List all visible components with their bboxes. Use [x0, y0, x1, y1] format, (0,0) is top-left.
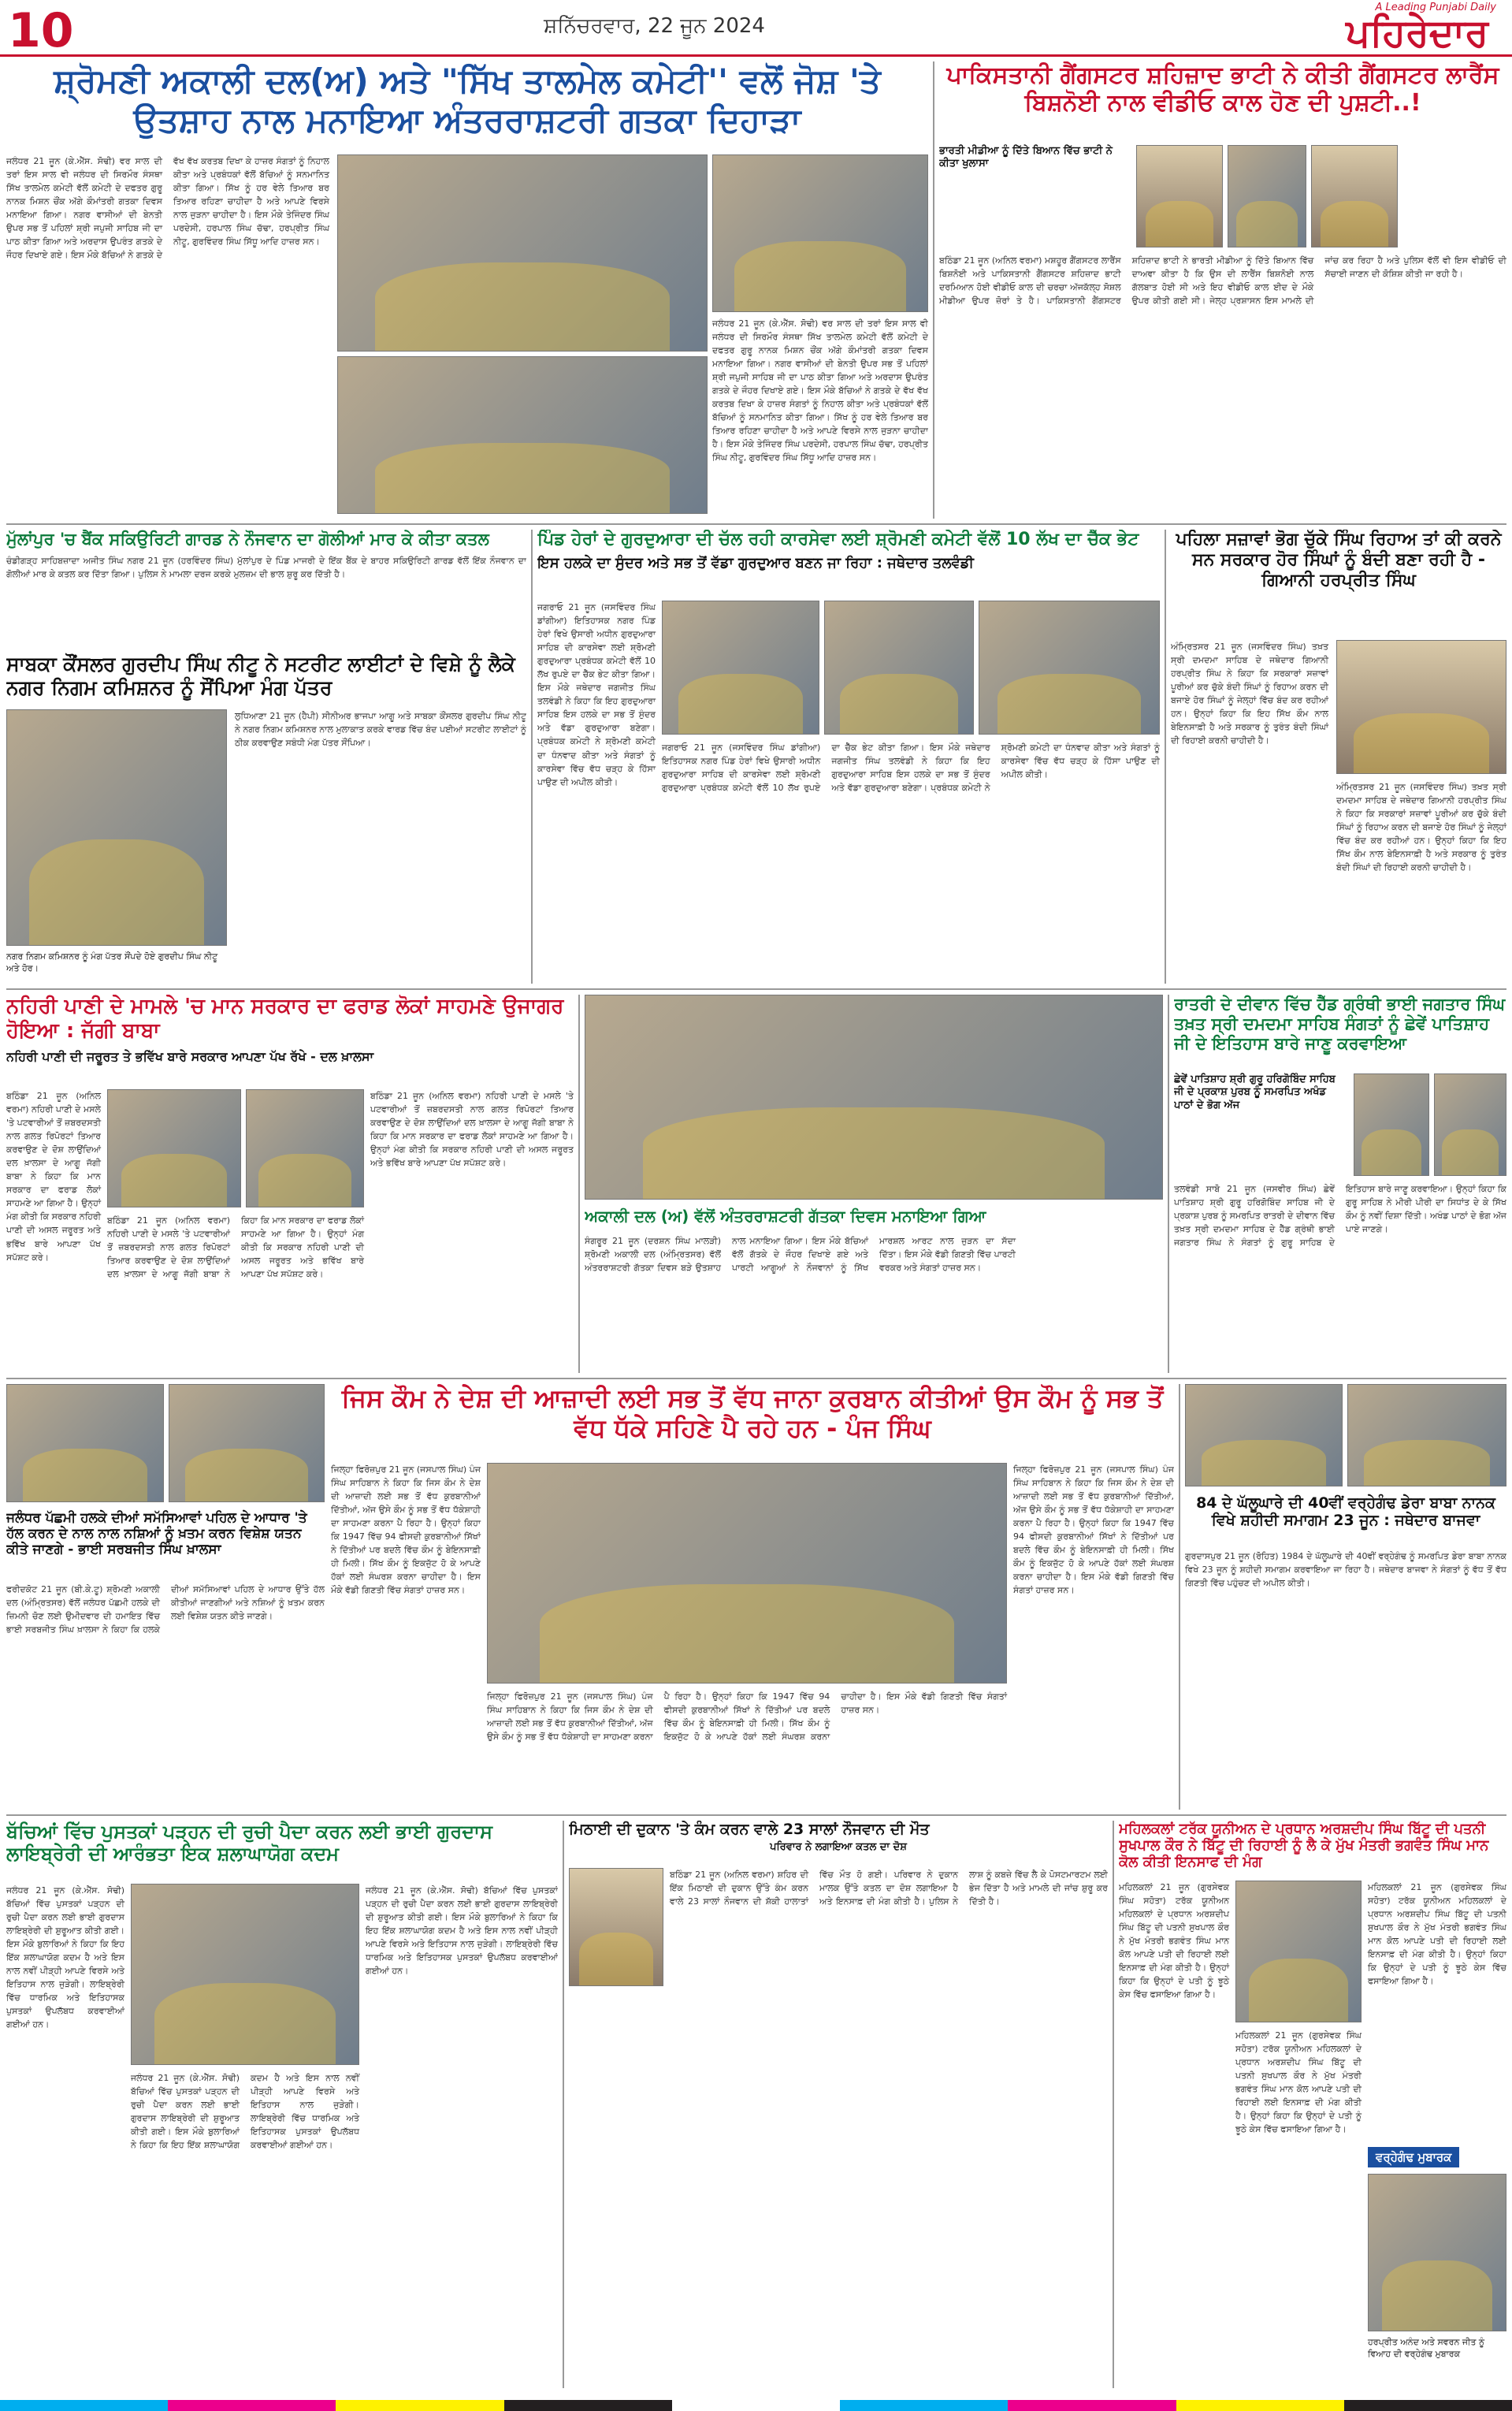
story-mithai [569, 1821, 1108, 2388]
column-divider [531, 530, 533, 984]
story-body: ਲੁਧਿਆਣਾ 21 ਜੂਨ (ਹੈਪੀ) ਸੀਨੀਅਰ ਭਾਜਪਾ ਆਗੂ ਅਤੇ ਸਾਬਕਾ ਕੌਂਸਲਰ ਗੁਰਦੀਪ ਸਿੰਘ ਨੀਟੂ ਨੇ ਨਗਰ ਨਿਗਮ ਕਮਿਸ਼ਨਰ ਨਾਲ ਮੁਲਾਕਾਤ ਕਰਕੇ ਵਾਰਡ ਵਿੱਚ ਬੰਦ ਪਈਆਂ ਸਟਰੀਟ ਲਾਈਟਾਂ ਨੂੰ ਠੀਕ ਕਰਵਾਉਣ ਸਬੰਧੀ ਮੰਗ ਪੱਤਰ ਸੌਂਪਿਆ। [235, 711, 526, 749]
story-body-right: ਜਿਲ੍ਹਾ ਫਿਰੋਜ਼ਪੁਰ 21 ਜੂਨ (ਜਸਪਾਲ ਸਿੰਘ) ਪੰਜ ਸਿੰਘ ਸਾਹਿਬਾਨ ਨੇ ਕਿਹਾ ਕਿ ਜਿਸ ਕੌਮ ਨੇ ਦੇਸ਼ ਦੀ ਆਜ਼ਾਦੀ ਲਈ ਸਭ ਤੋਂ ਵੱਧ ਕੁਰਬਾਨੀਆਂ ਦਿੱਤੀਆਂ, ਅੱਜ ਉਸੇ ਕੌਮ ਨੂੰ ਸਭ ਤੋਂ ਵੱਧ ਧੱਕੇਸ਼ਾਹੀ ਦਾ ਸਾਹਮਣਾ ਕਰਨਾ ਪੈ ਰਿਹਾ ਹੈ। ਉਨ੍ਹਾਂ ਕਿਹਾ ਕਿ 1947 ਵਿੱਚ 94 ਫੀਸਦੀ ਕੁਰਬਾਨੀਆਂ ਸਿੱਖਾਂ ਨੇ ਦਿੱਤੀਆਂ ਪਰ ਬਦਲੇ ਵਿੱਚ ਕੌਮ ਨੂੰ ਬੇਇਨਸਾਫ਼ੀ ਹੀ ਮਿਲੀ। ਸਿੱਖ ਕੌਮ ਨੂੰ ਇਕਜੁੱਟ ਹੋ ਕੇ ਆਪਣੇ ਹੱਕਾਂ ਲਈ ਸੰਘਰਸ਼ ਕਰਨਾ ਚਾਹੀਦਾ ਹੈ। ਇਸ ਮੌਕੇ ਵੱਡੀ ਗਿਣਤੀ ਵਿੱਚ ਸੰਗਤਾਂ ਹਾਜ਼ਰ ਸਨ। [1013, 1464, 1174, 1596]
story-neetu [6, 653, 526, 984]
tagline: A Leading Punjabi Daily [1375, 2, 1496, 13]
photo-diwan-2 [1434, 1073, 1506, 1176]
column-divider [1179, 1384, 1180, 1810]
masthead [0, 0, 1512, 57]
story-body: ਗੁਰਦਾਸਪੁਰ 21 ਜੂਨ (ਰੋਹਿਤ) 1984 ਦੇ ਘੱਲੂਘਾਰੇ ਦੀ 40ਵੀਂ ਵਰ੍ਹੇਗੰਢ ਨੂੰ ਸਮਰਪਿਤ ਡੇਰਾ ਬਾਬਾ ਨਾਨਕ ਵਿਖੇ 23 ਜੂਨ ਨੂੰ ਸ਼ਹੀਦੀ ਸਮਾਗਮ ਕਰਵਾਇਆ ਜਾ ਰਿਹਾ ਹੈ। ਜਥੇਦਾਰ ਬਾਜਵਾ ਨੇ ਸੰਗਤਾਂ ਨੂੰ ਵੱਧ ਤੋਂ ਵੱਧ ਗਿਣਤੀ ਵਿੱਚ ਪਹੁੰਚਣ ਦੀ ਅਪੀਲ ਕੀਤੀ। [1185, 1551, 1506, 1589]
story-headline: ਸਾਬਕਾ ਕੌਂਸਲਰ ਗੁਰਦੀਪ ਸਿੰਘ ਨੀਟੂ ਨੇ ਸਟਰੀਟ ਲਾਈਟਾਂ ਦੇ ਵਿਸ਼ੇ ਨੂੰ ਲੈਕੇ ਨਗਰ ਨਿਗਮ ਕਮਿਸ਼ਨਰ ਨੂੰ ਸੌਂਪਿਆ ਮੰਗ ਪੱਤਰ [6, 653, 515, 699]
story-gangster [939, 61, 1506, 519]
photo-harpreet-singh [1336, 640, 1506, 774]
story-headline: 84 ਦੇ ਘੱਲੂਘਾਰੇ ਦੀ 40ਵੀਂ ਵਰ੍ਹੇਗੰਢ ਡੇਰਾ ਬਾਬਾ ਨਾਨਕ ਵਿਖੇ ਸ਼ਹੀਦੀ ਸਮਾਗਮ 23 ਜੂਨ : ਜਥੇਦਾਰ ਬਾਜਵਾ [1196, 1494, 1495, 1530]
photo-pind-3 [979, 601, 1160, 735]
story-headline: ਜਿਸ ਕੌਮ ਨੇ ਦੇਸ਼ ਦੀ ਆਜ਼ਾਦੀ ਲਈ ਸਭ ਤੋਂ ਵੱਧ ਜਾਨਾ ਕੁਰਬਾਨ ਕੀਤੀਆਂ ਉਸ ਕੌਮ ਨੂੰ ਸਭ ਤੋਂ ਵੱਧ ਧੱਕੇ ਸਹਿਣੇ ਪੈ ਰਹੇ ਹਨ - ਪੰਜ ਸਿੰਘ [341, 1384, 1164, 1443]
newspaper-logo: ਪਹਿਰੇਦਾਰ [1346, 11, 1488, 55]
story-body: ਅੰਮ੍ਰਿਤਸਰ 21 ਜੂਨ (ਜਸਵਿੰਦਰ ਸਿੰਘ) ਤਖ਼ਤ ਸ੍ਰੀ ਦਮਦਮਾ ਸਾਹਿਬ ਦੇ ਜਥੇਦਾਰ ਗਿਆਨੀ ਹਰਪ੍ਰੀਤ ਸਿੰਘ ਨੇ ਕਿਹਾ ਕਿ ਸਰਕਾਰਾਂ ਸਜ਼ਾਵਾਂ ਪੂਰੀਆਂ ਕਰ ਚੁੱਕੇ ਬੰਦੀ ਸਿੰਘਾਂ ਨੂੰ ਰਿਹਾਅ ਕਰਨ ਦੀ ਬਜਾਏ ਹੋਰ ਸਿੰਘਾਂ ਨੂੰ ਜੇਲ੍ਹਾਂ ਵਿੱਚ ਬੰਦ ਕਰ ਰਹੀਆਂ ਹਨ। ਉਨ੍ਹਾਂ ਕਿਹਾ ਕਿ ਇਹ ਸਿੱਖ ਕੌਮ ਨਾਲ ਬੇਇਨਸਾਫ਼ੀ ਹੈ ਅਤੇ ਸਰਕਾਰ ਨੂੰ ਤੁਰੰਤ ਬੰਦੀ ਸਿੰਘਾਂ ਦੀ ਰਿਹਾਈ ਕਰਨੀ ਚਾਹੀਦੀ ਹੈ। [1171, 642, 1328, 746]
row-divider [6, 988, 1506, 990]
story-gatka [6, 61, 928, 519]
photo-panj-singh [487, 1463, 1007, 1684]
story-mullanpur [6, 530, 526, 646]
photo-bittu [1235, 1881, 1362, 2022]
story-headline: ਪਾਕਿਸਤਾਨੀ ਗੈਂਗਸਟਰ ਸ਼ਹਿਜ਼ਾਦ ਭਾਟੀ ਨੇ ਕੀਤੀ ਗੈਂਗਸਟਰ ਲਾਰੈਂਸ ਬਿਸ਼ਨੋਈ ਨਾਲ ਵੀਡੀਓ ਕਾਲ ਹੋਣ ਦੀ ਪੁਸ਼ਟੀ..! [946, 61, 1499, 117]
photo-caption: ਨਗਰ ਨਿਗਮ ਕਮਿਸ਼ਨਰ ਨੂੰ ਮੰਗ ਪੱਤਰ ਸੌਂਪਦੇ ਹੋਏ ਗੁਰਦੀਪ ਸਿੰਘ ਨੀਟੂ ਅਤੇ ਹੋਰ। [6, 951, 227, 975]
photo-jalandhar-1 [6, 1384, 164, 1502]
story-body: ਬਠਿੰਡਾ 21 ਜੂਨ (ਅਨਿਲ ਵਰਮਾ) ਸ਼ਹਿਰ ਦੀ ਇੱਕ ਮਿਠਾਈ ਦੀ ਦੁਕਾਨ ਉੱਤੇ ਕੰਮ ਕਰਨ ਵਾਲੇ 23 ਸਾਲਾਂ ਨੌਜਵਾਨ ਦੀ ਸ਼ੱਕੀ ਹਾਲਾਤਾਂ ਵਿੱਚ ਮੌਤ ਹੋ ਗਈ। ਪਰਿਵਾਰ ਨੇ ਦੁਕਾਨ ਮਾਲਕ ਉੱਤੇ ਕਤਲ ਦਾ ਦੋਸ਼ ਲਗਾਇਆ ਹੈ ਅਤੇ ਇਨਸਾਫ਼ ਦੀ ਮੰਗ ਕੀਤੀ ਹੈ। ਪੁਲਿਸ ਨੇ ਲਾਸ਼ ਨੂੰ ਕਬਜ਼ੇ ਵਿੱਚ ਲੈ ਕੇ ਪੋਸਟਮਾਰਟਮ ਲਈ ਭੇਜ ਦਿੱਤਾ ਹੈ ਅਤੇ ਮਾਮਲੇ ਦੀ ਜਾਂਚ ਸ਼ੁਰੂ ਕਰ ਦਿੱਤੀ ਹੈ। [670, 1870, 1108, 1907]
column-divider [1165, 530, 1166, 984]
story-body: ਜਲੰਧਰ 21 ਜੂਨ (ਕੇ.ਐੱਸ. ਸੋਢੀ) ਵਰ ਸਾਲ ਦੀ ਤਰਾਂ ਇਸ ਸਾਲ ਵੀ ਜਲੰਧਰ ਦੀ ਸਿਰਮੌਰ ਸੰਸਥਾ ਸਿੱਖ ਤਾਲਮੇਲ ਕਮੇਟੀ ਵੱਲੋਂ ਕਮੇਟੀ ਦੇ ਦਫਤਰ ਗੁਰੂ ਨਾਨਕ ਮਿਸ਼ਨ ਚੌਂਕ ਅੱਗੇ ਕੌਮਾਂਤਰੀ ਗਤਕਾ ਦਿਵਸ ਮਨਾਇਆ ਗਿਆ। ਨਗਰ ਵਾਸੀਆਂ ਦੀ ਬੇਨਤੀ ਉਪਰ ਸਭ ਤੋਂ ਪਹਿਲਾਂ ਸ਼੍ਰੀ ਜਪੁਜੀ ਸਾਹਿਬ ਜੀ ਦਾ ਪਾਠ ਕੀਤਾ ਗਿਆ ਅਤੇ ਅਰਦਾਸ ਉਪਰੰਤ ਗਤਕੇ ਦੇ ਜੌਹਰ ਦਿਖਾਏ ਗਏ। ਇਸ ਮੌਕੇ ਬੱਚਿਆਂ ਨੇ ਗਤਕੇ ਦੇ ਵੱਖ ਵੱਖ ਕਰਤਬ ਦਿਖਾ ਕੇ ਹਾਜ਼ਰ ਸੰਗਤਾਂ ਨੂੰ ਨਿਹਾਲ ਕੀਤਾ ਅਤੇ ਪ੍ਰਬੰਧਕਾਂ ਵੱਲੋਂ ਬੱਚਿਆਂ ਨੂੰ ਸਨਮਾਨਿਤ ਕੀਤਾ ਗਿਆ। ਸਿੱਖ ਨੂੰ ਹਰ ਵੇਲੇ ਤਿਆਰ ਬਰ ਤਿਆਰ ਰਹਿਣਾ ਚਾਹੀਦਾ ਹੈ ਅਤੇ ਆਪਣੇ ਵਿਰਸੇ ਨਾਲ ਜੁੜਨਾ ਚਾਹੀਦਾ ਹੈ। ਇਸ ਮੌਕੇ ਤੇਜਿੰਦਰ ਸਿੰਘ ਪਰਦੇਸੀ, ਹਰਪਾਲ ਸਿੰਘ ਚੱਢਾ, ਹਰਪ੍ਰੀਤ ਸਿੰਘ ਨੀਟੂ, ਗੁਰਵਿੰਦਰ ਸਿੰਘ ਸਿੱਧੂ ਆਦਿ ਹਾਜ਼ਰ ਸਨ। [6, 156, 329, 261]
story-headline: ਬੱਚਿਆਂ ਵਿੱਚ ਪੁਸਤਕਾਂ ਪੜ੍ਹਨ ਦੀ ਰੁਚੀ ਪੈਦਾ ਕਰਨ ਲਈ ਭਾਈ ਗੁਰਦਾਸ ਲਾਇਬ੍ਰੇਰੀ ਦੀ ਆਰੰਭਤਾ ਇਕ ਸ਼ਲਾਘਾਯੋਗ ਕਦਮ [6, 1821, 492, 1866]
row-divider [6, 1814, 1506, 1816]
photo-gangster-screenshot [1228, 145, 1306, 247]
story-body-continued: ਮਹਿਲਕਲਾਂ 21 ਜੂਨ (ਗੁਰਸੇਵਕ ਸਿੰਘ ਸਹੋਤਾ) ਟਰੱਕ ਯੂਨੀਅਨ ਮਹਿਲਕਲਾਂ ਦੇ ਪ੍ਰਧਾਨ ਅਰਸ਼ਦੀਪ ਸਿੰਘ ਬਿੱਟੂ ਦੀ ਪਤਨੀ ਸੁਖਪਾਲ ਕੌਰ ਨੇ ਮੁੱਖ ਮੰਤਰੀ ਭਗਵੰਤ ਸਿੰਘ ਮਾਨ ਕੋਲ ਆਪਣੇ ਪਤੀ ਦੀ ਰਿਹਾਈ ਲਈ ਇਨਸਾਫ਼ ਦੀ ਮੰਗ ਕੀਤੀ ਹੈ। ਉਨ੍ਹਾਂ ਕਿਹਾ ਕਿ ਉਨ੍ਹਾਂ ਦੇ ਪਤੀ ਨੂੰ ਝੂਠੇ ਕੇਸ ਵਿੱਚ ਫਸਾਇਆ ਗਿਆ ਹੈ। [1368, 1882, 1506, 1987]
story-body-continued: ਜਿਲ੍ਹਾ ਫਿਰੋਜ਼ਪੁਰ 21 ਜੂਨ (ਜਸਪਾਲ ਸਿੰਘ) ਪੰਜ ਸਿੰਘ ਸਾਹਿਬਾਨ ਨੇ ਕਿਹਾ ਕਿ ਜਿਸ ਕੌਮ ਨੇ ਦੇਸ਼ ਦੀ ਆਜ਼ਾਦੀ ਲਈ ਸਭ ਤੋਂ ਵੱਧ ਕੁਰਬਾਨੀਆਂ ਦਿੱਤੀਆਂ, ਅੱਜ ਉਸੇ ਕੌਮ ਨੂੰ ਸਭ ਤੋਂ ਵੱਧ ਧੱਕੇਸ਼ਾਹੀ ਦਾ ਸਾਹਮਣਾ ਕਰਨਾ ਪੈ ਰਿਹਾ ਹੈ। ਉਨ੍ਹਾਂ ਕਿਹਾ ਕਿ 1947 ਵਿੱਚ 94 ਫੀਸਦੀ ਕੁਰਬਾਨੀਆਂ ਸਿੱਖਾਂ ਨੇ ਦਿੱਤੀਆਂ ਪਰ ਬਦਲੇ ਵਿੱਚ ਕੌਮ ਨੂੰ ਬੇਇਨਸਾਫ਼ੀ ਹੀ ਮਿਲੀ। ਸਿੱਖ ਕੌਮ ਨੂੰ ਇਕਜੁੱਟ ਹੋ ਕੇ ਆਪਣੇ ਹੱਕਾਂ ਲਈ ਸੰਘਰਸ਼ ਕਰਨਾ ਚਾਹੀਦਾ ਹੈ। ਇਸ ਮੌਕੇ ਵੱਡੀ ਗਿਣਤੀ ਵਿੱਚ ਸੰਗਤਾਂ ਹਾਜ਼ਰ ਸਨ। [487, 1691, 1007, 1743]
story-body: ਜਗਰਾਓ 21 ਜੂਨ (ਜਸਵਿੰਦਰ ਸਿੰਘ ਡਾਂਗੀਆ) ਇਤਿਹਾਸਕ ਨਗਰ ਪਿੰਡ ਹੇਰਾਂ ਵਿਖੇ ਉਸਾਰੀ ਅਧੀਨ ਗੁਰਦੁਆਰਾ ਸਾਹਿਬ ਦੀ ਕਾਰਸੇਵਾ ਲਈ ਸ਼੍ਰੋਮਣੀ ਗੁਰਦੁਆਰਾ ਪ੍ਰਬੰਧਕ ਕਮੇਟੀ ਵੱਲੋਂ 10 ਲੱਖ ਰੁਪਏ ਦਾ ਚੈੱਕ ਭੇਟ ਕੀਤਾ ਗਿਆ। ਇਸ ਮੌਕੇ ਜਥੇਦਾਰ ਜਗਜੀਤ ਸਿੰਘ ਤਲਵੰਡੀ ਨੇ ਕਿਹਾ ਕਿ ਇਹ ਗੁਰਦੁਆਰਾ ਸਾਹਿਬ ਇਸ ਹਲਕੇ ਦਾ ਸਭ ਤੋਂ ਸੁੰਦਰ ਅਤੇ ਵੱਡਾ ਗੁਰਦੁਆਰਾ ਬਣੇਗਾ। ਪ੍ਰਬੰਧਕ ਕਮੇਟੀ ਨੇ ਸ਼੍ਰੋਮਣੀ ਕਮੇਟੀ ਦਾ ਧੰਨਵਾਦ ਕੀਤਾ ਅਤੇ ਸੰਗਤਾਂ ਨੂੰ ਕਾਰਸੇਵਾ ਵਿੱਚ ਵੱਧ ਚੜ੍ਹ ਕੇ ਹਿੱਸਾ ਪਾਉਣ ਦੀ ਅਪੀਲ ਕੀਤੀ। [537, 602, 656, 787]
story-subheadline: ਇਸ ਹਲਕੇ ਦਾ ਸੁੰਦਰ ਅਤੇ ਸਭ ਤੋਂ ਵੱਡਾ ਗੁਰਦੁਆਰ ਬਣਨ ਜਾ ਰਿਹਾ : ਜਥੇਦਾਰ ਤਲਵੰਡੀ [537, 554, 974, 571]
story-body-lower: ਮਹਿਲਕਲਾਂ 21 ਜੂਨ (ਗੁਰਸੇਵਕ ਸਿੰਘ ਸਹੋਤਾ) ਟਰੱਕ ਯੂਨੀਅਨ ਮਹਿਲਕਲਾਂ ਦੇ ਪ੍ਰਧਾਨ ਅਰਸ਼ਦੀਪ ਸਿੰਘ ਬਿੱਟੂ ਦੀ ਪਤਨੀ ਸੁਖਪਾਲ ਕੌਰ ਨੇ ਮੁੱਖ ਮੰਤਰੀ ਭਗਵੰਤ ਸਿੰਘ ਮਾਨ ਕੋਲ ਆਪਣੇ ਪਤੀ ਦੀ ਰਿਹਾਈ ਲਈ ਇਨਸਾਫ਼ ਦੀ ਮੰਗ ਕੀਤੀ ਹੈ। ਉਨ੍ਹਾਂ ਕਿਹਾ ਕਿ ਉਨ੍ਹਾਂ ਦੇ ਪਤੀ ਨੂੰ ਝੂਠੇ ਕੇਸ ਵਿੱਚ ਫਸਾਇਆ ਗਿਆ ਹੈ। [1235, 2030, 1362, 2135]
story-gatka-diwas [585, 995, 1163, 1373]
story-body: ਬਠਿੰਡਾ 21 ਜੂਨ (ਅਨਿਲ ਵਰਮਾ) ਨਹਿਰੀ ਪਾਣੀ ਦੇ ਮਸਲੇ 'ਤੇ ਪਟਵਾਰੀਆਂ ਤੋਂ ਜ਼ਬਰਦਸਤੀ ਨਾਲ ਗਲਤ ਰਿਪੋਰਟਾਂ ਤਿਆਰ ਕਰਵਾਉਣ ਦੇ ਦੋਸ਼ ਲਾਉਂਦਿਆਂ ਦਲ ਖ਼ਾਲਸਾ ਦੇ ਆਗੂ ਜੱਗੀ ਬਾਬਾ ਨੇ ਕਿਹਾ ਕਿ ਮਾਨ ਸਰਕਾਰ ਦਾ ਫਰਾਡ ਲੋਕਾਂ ਸਾਹਮਣੇ ਆ ਗਿਆ ਹੈ। ਉਨ੍ਹਾਂ ਮੰਗ ਕੀਤੀ ਕਿ ਸਰਕਾਰ ਨਹਿਰੀ ਪਾਣੀ ਦੀ ਅਸਲ ਜਰੂਰਤ ਅਤੇ ਭਵਿੱਖ ਬਾਰੇ ਆਪਣਾ ਪੱਖ ਸਪੱਸ਼ਟ ਕਰੇ। [6, 1091, 102, 1263]
story-headline: ਪਿੰਡ ਹੇਰਾਂ ਦੇ ਗੁਰਦੁਆਰਾ ਦੀ ਚੱਲ ਰਹੀ ਕਾਰਸੇਵਾ ਲਈ ਸ਼੍ਰੋਮਣੀ ਕਮੇਟੀ ਵੱਲੋਂ 10 ਲੱਖ ਦਾ ਚੈੱਕ ਭੇਟ [537, 530, 1139, 549]
issue-date: ਸ਼ਨਿੱਚਰਵਾਰ, 22 ਜੂਨ 2024 [544, 14, 765, 38]
story-headline: ਜਲੰਧਰ ਪੱਛਮੀ ਹਲਕੇ ਦੀਆਂ ਸਮੱਸਿਆਵਾਂ ਪਹਿਲ ਦੇ ਆਧਾਰ 'ਤੇ ਹੱਲ ਕਰਨ ਦੇ ਨਾਲ ਨਾਲ ਨਸ਼ਿਆਂ ਨੂੰ ਖ਼ਤਮ ਕਰਨ ਵਿਸ਼ੇਸ਼ ਯਤਨ ਕੀਤੇ ਜਾਣਗੇ - ਭਾਈ ਸਰਬਜੀਤ ਸਿੰਘ ਖ਼ਾਲਸਾ [6, 1510, 307, 1558]
photo-neetu-meeting [6, 709, 227, 946]
story-headline: ਅਕਾਲੀ ਦਲ (ਅ) ਵੱਲੋਂ ਅੰਤਰਰਾਸ਼ਟਰੀ ਗੱਤਕਾ ਦਿਵਸ ਮਨਾਇਆ ਗਿਆ [585, 1207, 986, 1226]
story-headline: ਰਾਤਰੀ ਦੇ ਦੀਵਾਨ ਵਿੱਚ ਹੈੱਡ ਗ੍ਰੰਥੀ ਭਾਈ ਜਗਤਾਰ ਸਿੰਘ ਤਖ਼ਤ ਸ੍ਰੀ ਦਮਦਮਾ ਸਾਹਿਬ ਸੰਗਤਾਂ ਨੂੰ ਛੇਵੇਂ ਪਾਤਿਸ਼ਾਹ ਜੀ ਦੇ ਇਤਿਹਾਸ ਬਾਰੇ ਜਾਣੂ ਕਰਵਾਇਆ [1174, 995, 1506, 1053]
photo-gangster-2 [1311, 145, 1398, 247]
story-body: ਮਹਿਲਕਲਾਂ 21 ਜੂਨ (ਗੁਰਸੇਵਕ ਸਿੰਘ ਸਹੋਤਾ) ਟਰੱਕ ਯੂਨੀਅਨ ਮਹਿਲਕਲਾਂ ਦੇ ਪ੍ਰਧਾਨ ਅਰਸ਼ਦੀਪ ਸਿੰਘ ਬਿੱਟੂ ਦੀ ਪਤਨੀ ਸੁਖਪਾਲ ਕੌਰ ਨੇ ਮੁੱਖ ਮੰਤਰੀ ਭਗਵੰਤ ਸਿੰਘ ਮਾਨ ਕੋਲ ਆਪਣੇ ਪਤੀ ਦੀ ਰਿਹਾਈ ਲਈ ਇਨਸਾਫ਼ ਦੀ ਮੰਗ ਕੀਤੀ ਹੈ। ਉਨ੍ਹਾਂ ਕਿਹਾ ਕਿ ਉਨ੍ਹਾਂ ਦੇ ਪਤੀ ਨੂੰ ਝੂਠੇ ਕੇਸ ਵਿੱਚ ਫਸਾਇਆ ਗਿਆ ਹੈ। [1119, 1882, 1229, 2000]
page-number: 10 [8, 3, 74, 58]
story-pind [537, 530, 1160, 984]
story-bittu [1119, 1821, 1506, 2388]
column-divider [578, 995, 580, 1373]
photo-gangster-1 [1136, 145, 1223, 247]
photo-jalandhar-2 [169, 1384, 325, 1502]
story-subheadline: ਨਹਿਰੀ ਪਾਣੀ ਦੀ ਜਰੂਰਤ ਤੇ ਭਵਿੱਖ ਬਾਰੇ ਸਰਕਾਰ ਆਪਣਾ ਪੱਖ ਰੱਖੇ - ਦਲ ਖ਼ਾਲਸਾ [6, 1049, 374, 1065]
photo-gatka-children [712, 154, 928, 312]
story-headline: ਮੁੱਲਾਂਪੁਰ 'ਚ ਬੈਂਕ ਸਕਿਉਰਿਟੀ ਗਾਰਡ ਨੇ ਨੌਜਵਾਨ ਦਾ ਗੋਲੀਆਂ ਮਾਰ ਕੇ ਕੀਤਾ ਕਤਲ [6, 530, 489, 549]
story-headline: ਪਹਿਲਾ ਸਜ਼ਾਵਾਂ ਭੋਗ ਚੁੱਕੇ ਸਿੰਘ ਰਿਹਾਅ ਤਾਂ ਕੀ ਕਰਨੇ ਸਨ ਸਰਕਾਰ ਹੋਰ ਸਿੰਘਾਂ ਨੂੰ ਬੰਦੀ ਬਣਾ ਰਹੀ ਹੈ - ਗਿਆਨੀ ਹਰਪ੍ਰੀਤ ਸਿੰਘ [1176, 530, 1502, 590]
story-body: ਜਿਲ੍ਹਾ ਫਿਰੋਜ਼ਪੁਰ 21 ਜੂਨ (ਜਸਪਾਲ ਸਿੰਘ) ਪੰਜ ਸਿੰਘ ਸਾਹਿਬਾਨ ਨੇ ਕਿਹਾ ਕਿ ਜਿਸ ਕੌਮ ਨੇ ਦੇਸ਼ ਦੀ ਆਜ਼ਾਦੀ ਲਈ ਸਭ ਤੋਂ ਵੱਧ ਕੁਰਬਾਨੀਆਂ ਦਿੱਤੀਆਂ, ਅੱਜ ਉਸੇ ਕੌਮ ਨੂੰ ਸਭ ਤੋਂ ਵੱਧ ਧੱਕੇਸ਼ਾਹੀ ਦਾ ਸਾਹਮਣਾ ਕਰਨਾ ਪੈ ਰਿਹਾ ਹੈ। ਉਨ੍ਹਾਂ ਕਿਹਾ ਕਿ 1947 ਵਿੱਚ 94 ਫੀਸਦੀ ਕੁਰਬਾਨੀਆਂ ਸਿੱਖਾਂ ਨੇ ਦਿੱਤੀਆਂ ਪਰ ਬਦਲੇ ਵਿੱਚ ਕੌਮ ਨੂੰ ਬੇਇਨਸਾਫ਼ੀ ਹੀ ਮਿਲੀ। ਸਿੱਖ ਕੌਮ ਨੂੰ ਇਕਜੁੱਟ ਹੋ ਕੇ ਆਪਣੇ ਹੱਕਾਂ ਲਈ ਸੰਘਰਸ਼ ਕਰਨਾ ਚਾਹੀਦਾ ਹੈ। ਇਸ ਮੌਕੇ ਵੱਡੀ ਗਿਣਤੀ ਵਿੱਚ ਸੰਗਤਾਂ ਹਾਜ਼ਰ ਸਨ। [331, 1464, 481, 1596]
photo-gatka-stage [337, 356, 708, 514]
column-divider [563, 1821, 564, 2388]
story-body-continued: ਜਲੰਧਰ 21 ਜੂਨ (ਕੇ.ਐੱਸ. ਸੋਢੀ) ਵਰ ਸਾਲ ਦੀ ਤਰਾਂ ਇਸ ਸਾਲ ਵੀ ਜਲੰਧਰ ਦੀ ਸਿਰਮੌਰ ਸੰਸਥਾ ਸਿੱਖ ਤਾਲਮੇਲ ਕਮੇਟੀ ਵੱਲੋਂ ਕਮੇਟੀ ਦੇ ਦਫਤਰ ਗੁਰੂ ਨਾਨਕ ਮਿਸ਼ਨ ਚੌਂਕ ਅੱਗੇ ਕੌਮਾਂਤਰੀ ਗਤਕਾ ਦਿਵਸ ਮਨਾਇਆ ਗਿਆ। ਨਗਰ ਵਾਸੀਆਂ ਦੀ ਬੇਨਤੀ ਉਪਰ ਸਭ ਤੋਂ ਪਹਿਲਾਂ ਸ਼੍ਰੀ ਜਪੁਜੀ ਸਾਹਿਬ ਜੀ ਦਾ ਪਾਠ ਕੀਤਾ ਗਿਆ ਅਤੇ ਅਰਦਾਸ ਉਪਰੰਤ ਗਤਕੇ ਦੇ ਜੌਹਰ ਦਿਖਾਏ ਗਏ। ਇਸ ਮੌਕੇ ਬੱਚਿਆਂ ਨੇ ਗਤਕੇ ਦੇ ਵੱਖ ਵੱਖ ਕਰਤਬ ਦਿਖਾ ਕੇ ਹਾਜ਼ਰ ਸੰਗਤਾਂ ਨੂੰ ਨਿਹਾਲ ਕੀਤਾ ਅਤੇ ਪ੍ਰਬੰਧਕਾਂ ਵੱਲੋਂ ਬੱਚਿਆਂ ਨੂੰ ਸਨਮਾਨਿਤ ਕੀਤਾ ਗਿਆ। ਸਿੱਖ ਨੂੰ ਹਰ ਵੇਲੇ ਤਿਆਰ ਬਰ ਤਿਆਰ ਰਹਿਣਾ ਚਾਹੀਦਾ ਹੈ ਅਤੇ ਆਪਣੇ ਵਿਰਸੇ ਨਾਲ ਜੁੜਨਾ ਚਾਹੀਦਾ ਹੈ। ਇਸ ਮੌਕੇ ਤੇਜਿੰਦਰ ਸਿੰਘ ਪਰਦੇਸੀ, ਹਰਪਾਲ ਸਿੰਘ ਚੱਢਾ, ਹਰਪ੍ਰੀਤ ਸਿੰਘ ਨੀਟੂ, ਗੁਰਵਿੰਦਰ ਸਿੰਘ ਸਿੱਧੂ ਆਦਿ ਹਾਜ਼ਰ ਸਨ। [712, 318, 928, 463]
story-panj-singh [331, 1384, 1174, 1810]
photo-nahri-1 [107, 1089, 241, 1207]
story-body: ਚੰਡੀਗੜ੍ਹ ਸਾਹਿਬਜ਼ਾਦਾ ਅਜੀਤ ਸਿੰਘ ਨਗਰ 21 ਜੂਨ (ਹਰਵਿੰਦਰ ਸਿੰਘ) ਮੁੱਲਾਂਪੁਰ ਦੇ ਪਿੰਡ ਮਾਜਰੀ ਦੇ ਇੱਕ ਬੈਂਕ ਦੇ ਬਾਹਰ ਸਕਿਉਰਿਟੀ ਗਾਰਡ ਵੱਲੋਂ ਇੱਕ ਨੌਜਵਾਨ ਦਾ ਗੋਲੀਆਂ ਮਾਰ ਕੇ ਕਤਲ ਕਰ ਦਿੱਤਾ ਗਿਆ। ਪੁਲਿਸ ਨੇ ਮਾਮਲਾ ਦਰਜ ਕਰਕੇ ਮੁਲਜ਼ਮ ਦੀ ਭਾਲ ਸ਼ੁਰੂ ਕਰ ਦਿੱਤੀ ਹੈ। [6, 555, 526, 579]
photo-nahri-2 [246, 1089, 364, 1207]
story-body: ਫਰੀਦਕੋਟ 21 ਜੂਨ (ਬੀ.ਕੇ.ਟੂ) ਸ਼੍ਰੋਮਣੀ ਅਕਾਲੀ ਦਲ (ਅੰਮ੍ਰਿਤਸਰ) ਵੱਲੋਂ ਜਲੰਧਰ ਪੱਛਮੀ ਹਲਕੇ ਦੀ ਜ਼ਿਮਨੀ ਚੋਣ ਲਈ ਉਮੀਦਵਾਰ ਦੀ ਹਮਾਇਤ ਵਿੱਚ ਭਾਈ ਸਰਬਜੀਤ ਸਿੰਘ ਖ਼ਾਲਸਾ ਨੇ ਕਿਹਾ ਕਿ ਹਲਕੇ ਦੀਆਂ ਸਮੱਸਿਆਵਾਂ ਪਹਿਲ ਦੇ ਆਧਾਰ ਉੱਤੇ ਹੱਲ ਕੀਤੀਆਂ ਜਾਣਗੀਆਂ ਅਤੇ ਨਸ਼ਿਆਂ ਨੂੰ ਖ਼ਤਮ ਕਰਨ ਲਈ ਵਿਸ਼ੇਸ਼ ਯਤਨ ਕੀਤੇ ਜਾਣਗੇ। [6, 1584, 325, 1635]
story-body-lower: ਜਲੰਧਰ 21 ਜੂਨ (ਕੇ.ਐੱਸ. ਸੋਢੀ) ਬੱਚਿਆਂ ਵਿੱਚ ਪੁਸਤਕਾਂ ਪੜ੍ਹਨ ਦੀ ਰੁਚੀ ਪੈਦਾ ਕਰਨ ਲਈ ਭਾਈ ਗੁਰਦਾਸ ਲਾਇਬ੍ਰੇਰੀ ਦੀ ਸ਼ੁਰੂਆਤ ਕੀਤੀ ਗਈ। ਇਸ ਮੌਕੇ ਬੁਲਾਰਿਆਂ ਨੇ ਕਿਹਾ ਕਿ ਇਹ ਇੱਕ ਸ਼ਲਾਘਾਯੋਗ ਕਦਮ ਹੈ ਅਤੇ ਇਸ ਨਾਲ ਨਵੀਂ ਪੀੜ੍ਹੀ ਆਪਣੇ ਵਿਰਸੇ ਅਤੇ ਇਤਿਹਾਸ ਨਾਲ ਜੁੜੇਗੀ। ਲਾਇਬ੍ਰੇਰੀ ਵਿੱਚ ਧਾਰਮਿਕ ਅਤੇ ਇਤਿਹਾਸਕ ਪੁਸਤਕਾਂ ਉਪਲੱਬਧ ਕਰਵਾਈਆਂ ਗਈਆਂ ਹਨ। [131, 2073, 359, 2151]
photo-pind-2 [824, 601, 974, 735]
cmyk-registration-strip-icon [0, 2400, 1512, 2411]
photo-pind-1 [662, 601, 819, 735]
column-divider [1113, 1821, 1114, 2388]
photo-gatka-diwas-group [585, 995, 1163, 1200]
photo-mithai-victim [569, 1868, 663, 1986]
story-headline: ਮਿਠਾਈ ਦੀ ਦੁਕਾਨ 'ਤੇ ਕੰਮ ਕਰਨ ਵਾਲੇ 23 ਸਾਲਾਂ ਨੌਜਵਾਨ ਦੀ ਮੌਤ [569, 1821, 930, 1838]
story-body-continued: ਜਗਰਾਓ 21 ਜੂਨ (ਜਸਵਿੰਦਰ ਸਿੰਘ ਡਾਂਗੀਆ) ਇਤਿਹਾਸਕ ਨਗਰ ਪਿੰਡ ਹੇਰਾਂ ਵਿਖੇ ਉਸਾਰੀ ਅਧੀਨ ਗੁਰਦੁਆਰਾ ਸਾਹਿਬ ਦੀ ਕਾਰਸੇਵਾ ਲਈ ਸ਼੍ਰੋਮਣੀ ਗੁਰਦੁਆਰਾ ਪ੍ਰਬੰਧਕ ਕਮੇਟੀ ਵੱਲੋਂ 10 ਲੱਖ ਰੁਪਏ ਦਾ ਚੈੱਕ ਭੇਟ ਕੀਤਾ ਗਿਆ। ਇਸ ਮੌਕੇ ਜਥੇਦਾਰ ਜਗਜੀਤ ਸਿੰਘ ਤਲਵੰਡੀ ਨੇ ਕਿਹਾ ਕਿ ਇਹ ਗੁਰਦੁਆਰਾ ਸਾਹਿਬ ਇਸ ਹਲਕੇ ਦਾ ਸਭ ਤੋਂ ਸੁੰਦਰ ਅਤੇ ਵੱਡਾ ਗੁਰਦੁਆਰਾ ਬਣੇਗਾ। ਪ੍ਰਬੰਧਕ ਕਮੇਟੀ ਨੇ ਸ਼੍ਰੋਮਣੀ ਕਮੇਟੀ ਦਾ ਧੰਨਵਾਦ ਕੀਤਾ ਅਤੇ ਸੰਗਤਾਂ ਨੂੰ ਕਾਰਸੇਵਾ ਵਿੱਚ ਵੱਧ ਚੜ੍ਹ ਕੇ ਹਿੱਸਾ ਪਾਉਣ ਦੀ ਅਪੀਲ ਕੀਤੀ। [662, 742, 1160, 794]
column-divider [933, 61, 934, 519]
story-body-continued: ਜਲੰਧਰ 21 ਜੂਨ (ਕੇ.ਐੱਸ. ਸੋਢੀ) ਬੱਚਿਆਂ ਵਿੱਚ ਪੁਸਤਕਾਂ ਪੜ੍ਹਨ ਦੀ ਰੁਚੀ ਪੈਦਾ ਕਰਨ ਲਈ ਭਾਈ ਗੁਰਦਾਸ ਲਾਇਬ੍ਰੇਰੀ ਦੀ ਸ਼ੁਰੂਆਤ ਕੀਤੀ ਗਈ। ਇਸ ਮੌਕੇ ਬੁਲਾਰਿਆਂ ਨੇ ਕਿਹਾ ਕਿ ਇਹ ਇੱਕ ਸ਼ਲਾਘਾਯੋਗ ਕਦਮ ਹੈ ਅਤੇ ਇਸ ਨਾਲ ਨਵੀਂ ਪੀੜ੍ਹੀ ਆਪਣੇ ਵਿਰਸੇ ਅਤੇ ਇਤਿਹਾਸ ਨਾਲ ਜੁੜੇਗੀ। ਲਾਇਬ੍ਰੇਰੀ ਵਿੱਚ ਧਾਰਮਿਕ ਅਤੇ ਇਤਿਹਾਸਕ ਪੁਸਤਕਾਂ ਉਪਲੱਬਧ ਕਰਵਾਈਆਂ ਗਈਆਂ ਹਨ। [366, 1885, 558, 1977]
story-jalandhar-west [6, 1384, 325, 1810]
photo-ghallughara-1 [1185, 1384, 1343, 1486]
photo-gatka-group [337, 154, 708, 352]
story-headline: ਨਹਿਰੀ ਪਾਣੀ ਦੇ ਮਾਮਲੇ 'ਚ ਮਾਨ ਸਰਕਾਰ ਦਾ ਫਰਾਡ ਲੋਕਾਂ ਸਾਹਮਣੇ ਉਜਾਗਰ ਹੋਇਆ : ਜੱਗੀ ਬਾਬਾ [6, 995, 564, 1043]
anniversary-badge: ਵਰ੍ਹੇਗੰਢ ਮੁਬਾਰਕ [1368, 2147, 1459, 2167]
story-diwan [1174, 995, 1506, 1373]
story-body-lower: ਬਠਿੰਡਾ 21 ਜੂਨ (ਅਨਿਲ ਵਰਮਾ) ਨਹਿਰੀ ਪਾਣੀ ਦੇ ਮਸਲੇ 'ਤੇ ਪਟਵਾਰੀਆਂ ਤੋਂ ਜ਼ਬਰਦਸਤੀ ਨਾਲ ਗਲਤ ਰਿਪੋਰਟਾਂ ਤਿਆਰ ਕਰਵਾਉਣ ਦੇ ਦੋਸ਼ ਲਾਉਂਦਿਆਂ ਦਲ ਖ਼ਾਲਸਾ ਦੇ ਆਗੂ ਜੱਗੀ ਬਾਬਾ ਨੇ ਕਿਹਾ ਕਿ ਮਾਨ ਸਰਕਾਰ ਦਾ ਫਰਾਡ ਲੋਕਾਂ ਸਾਹਮਣੇ ਆ ਗਿਆ ਹੈ। ਉਨ੍ਹਾਂ ਮੰਗ ਕੀਤੀ ਕਿ ਸਰਕਾਰ ਨਹਿਰੀ ਪਾਣੀ ਦੀ ਅਸਲ ਜਰੂਰਤ ਅਤੇ ਭਵਿੱਖ ਬਾਰੇ ਆਪਣਾ ਪੱਖ ਸਪੱਸ਼ਟ ਕਰੇ। [107, 1215, 364, 1280]
anniversary-caption: ਹਰਪ੍ਰੀਤ ਅਨੰਦ ਅਤੇ ਸਵਰਨ ਜੀਤ ਨੂੰ ਵਿਆਹ ਦੀ ਵਰ੍ਹੇਗੰਢ ਮੁਬਾਰਕ [1368, 2336, 1506, 2361]
story-body: ਜਲੰਧਰ 21 ਜੂਨ (ਕੇ.ਐੱਸ. ਸੋਢੀ) ਬੱਚਿਆਂ ਵਿੱਚ ਪੁਸਤਕਾਂ ਪੜ੍ਹਨ ਦੀ ਰੁਚੀ ਪੈਦਾ ਕਰਨ ਲਈ ਭਾਈ ਗੁਰਦਾਸ ਲਾਇਬ੍ਰੇਰੀ ਦੀ ਸ਼ੁਰੂਆਤ ਕੀਤੀ ਗਈ। ਇਸ ਮੌਕੇ ਬੁਲਾਰਿਆਂ ਨੇ ਕਿਹਾ ਕਿ ਇਹ ਇੱਕ ਸ਼ਲਾਘਾਯੋਗ ਕਦਮ ਹੈ ਅਤੇ ਇਸ ਨਾਲ ਨਵੀਂ ਪੀੜ੍ਹੀ ਆਪਣੇ ਵਿਰਸੇ ਅਤੇ ਇਤਿਹਾਸ ਨਾਲ ਜੁੜੇਗੀ। ਲਾਇਬ੍ਰੇਰੀ ਵਿੱਚ ਧਾਰਮਿਕ ਅਤੇ ਇਤਿਹਾਸਕ ਪੁਸਤਕਾਂ ਉਪਲੱਬਧ ਕਰਵਾਈਆਂ ਗਈਆਂ ਹਨ। [6, 1885, 124, 2030]
story-library [6, 1821, 558, 2388]
row-divider [6, 523, 1506, 525]
photo-anniversary-couple [1368, 2174, 1506, 2331]
photo-library [131, 1884, 359, 2065]
story-ghallughara [1185, 1384, 1506, 1810]
story-headline: ਸ਼੍ਰੋਮਣੀ ਅਕਾਲੀ ਦਲ(ਅ) ਅਤੇ "ਸਿੱਖ ਤਾਲਮੇਲ ਕਮੇਟੀ'' ਵਲੋਂ ਜੋਸ਼ 'ਤੇ ਉਤਸ਼ਾਹ ਨਾਲ ਮਨਾਇਆ ਅੰਤਰਰਾਸ਼ਟਰੀ ਗਤਕਾ ਦਿਹਾੜਾ [54, 61, 881, 140]
story-body: ਬਠਿੰਡਾ 21 ਜੂਨ (ਅਨਿਲ ਵਰਮਾ) ਮਸ਼ਹੂਰ ਗੈਂਗਸਟਰ ਲਾਰੈਂਸ ਬਿਸ਼ਨੋਈ ਅਤੇ ਪਾਕਿਸਤਾਨੀ ਗੈਂਗਸਟਰ ਸ਼ਹਿਜ਼ਾਦ ਭਾਟੀ ਦਰਮਿਆਨ ਹੋਈ ਵੀਡੀਓ ਕਾਲ ਦੀ ਚਰਚਾ ਅੱਜਕੱਲ੍ਹ ਸੋਸ਼ਲ ਮੀਡੀਆ ਉਪਰ ਜ਼ੋਰਾਂ ਤੇ ਹੈ। ਪਾਕਿਸਤਾਨੀ ਗੈਂਗਸਟਰ ਸ਼ਹਿਜ਼ਾਦ ਭਾਟੀ ਨੇ ਭਾਰਤੀ ਮੀਡੀਆ ਨੂੰ ਦਿੱਤੇ ਬਿਆਨ ਵਿੱਚ ਦਾਅਵਾ ਕੀਤਾ ਹੈ ਕਿ ਉਸ ਦੀ ਲਾਰੈਂਸ ਬਿਸ਼ਨੋਈ ਨਾਲ ਗੱਲਬਾਤ ਹੋਈ ਸੀ ਅਤੇ ਇਹ ਵੀਡੀਓ ਕਾਲ ਈਦ ਦੇ ਮੌਕੇ ਉਪਰ ਕੀਤੀ ਗਈ ਸੀ। ਜੇਲ੍ਹ ਪ੍ਰਸ਼ਾਸਨ ਇਸ ਮਾਮਲੇ ਦੀ ਜਾਂਚ ਕਰ ਰਿਹਾ ਹੈ ਅਤੇ ਪੁਲਿਸ ਵੱਲੋਂ ਵੀ ਇਸ ਵੀਡੀਓ ਦੀ ਸੱਚਾਈ ਜਾਣਨ ਦੀ ਕੋਸ਼ਿਸ਼ ਕੀਤੀ ਜਾ ਰਹੀ ਹੈ। [939, 255, 1506, 307]
row-divider [6, 1378, 1506, 1379]
story-subheadline: ਛੇਵੇਂ ਪਾਤਿਸ਼ਾਹ ਸ਼੍ਰੀ ਗੁਰੂ ਹਰਿਗੋਬਿੰਦ ਸਾਹਿਬ ਜੀ ਦੇ ਪ੍ਰਕਾਸ਼ ਪੁਰਬ ਨੂੰ ਸਮਰਪਿਤ ਅਖੰਡ ਪਾਠਾਂ ਦੇ ਭੋਗ ਅੱਜ [1174, 1073, 1336, 1111]
story-headline: ਮਹਿਲਕਲਾਂ ਟਰੱਕ ਯੂਨੀਅਨ ਦੇ ਪ੍ਰਧਾਨ ਅਰਸ਼ਦੀਪ ਸਿੰਘ ਬਿੱਟੂ ਦੀ ਪਤਨੀ ਸੁਖਪਾਲ ਕੌਰ ਨੇ ਬਿੱਟੂ ਦੀ ਰਿਹਾਈ ਨੂੰ ਲੈ ਕੇ ਮੁੱਖ ਮੰਤਰੀ ਭਗਵੰਤ ਸਿੰਘ ਮਾਨ ਕੋਲ ਕੀਤੀ ਇਨਸਾਫ ਦੀ ਮੰਗ [1119, 1821, 1489, 1871]
story-body: ਤਲਵੰਡੀ ਸਾਬੋ 21 ਜੂਨ (ਜਸਵੀਰ ਸਿੰਘ) ਛੇਵੇਂ ਪਾਤਿਸ਼ਾਹ ਸ਼੍ਰੀ ਗੁਰੂ ਹਰਿਗੋਬਿੰਦ ਸਾਹਿਬ ਜੀ ਦੇ ਪ੍ਰਕਾਸ਼ ਪੁਰਬ ਨੂੰ ਸਮਰਪਿਤ ਰਾਤਰੀ ਦੇ ਦੀਵਾਨ ਵਿੱਚ ਤਖ਼ਤ ਸ੍ਰੀ ਦਮਦਮਾ ਸਾਹਿਬ ਦੇ ਹੈੱਡ ਗ੍ਰੰਥੀ ਭਾਈ ਜਗਤਾਰ ਸਿੰਘ ਨੇ ਸੰਗਤਾਂ ਨੂੰ ਗੁਰੂ ਸਾਹਿਬ ਦੇ ਇਤਿਹਾਸ ਬਾਰੇ ਜਾਣੂ ਕਰਵਾਇਆ। ਉਨ੍ਹਾਂ ਕਿਹਾ ਕਿ ਗੁਰੂ ਸਾਹਿਬ ਨੇ ਮੀਰੀ ਪੀਰੀ ਦਾ ਸਿਧਾਂਤ ਦੇ ਕੇ ਸਿੱਖ ਕੌਮ ਨੂੰ ਨਵੀਂ ਦਿਸ਼ਾ ਦਿੱਤੀ। ਅਖੰਡ ਪਾਠਾਂ ਦੇ ਭੋਗ ਅੱਜ ਪਾਏ ਜਾਣਗੇ। [1174, 1184, 1506, 1248]
photo-diwan-1 [1354, 1073, 1429, 1176]
story-subheadline: ਭਾਰਤੀ ਮੀਡੀਆ ਨੂੰ ਦਿੱਤੇ ਬਿਆਨ ਵਿੱਚ ਭਾਟੀ ਨੇ ਕੀਤਾ ਖੁਲਾਸਾ [939, 145, 1113, 170]
story-body-continued: ਬਠਿੰਡਾ 21 ਜੂਨ (ਅਨਿਲ ਵਰਮਾ) ਨਹਿਰੀ ਪਾਣੀ ਦੇ ਮਸਲੇ 'ਤੇ ਪਟਵਾਰੀਆਂ ਤੋਂ ਜ਼ਬਰਦਸਤੀ ਨਾਲ ਗਲਤ ਰਿਪੋਰਟਾਂ ਤਿਆਰ ਕਰਵਾਉਣ ਦੇ ਦੋਸ਼ ਲਾਉਂਦਿਆਂ ਦਲ ਖ਼ਾਲਸਾ ਦੇ ਆਗੂ ਜੱਗੀ ਬਾਬਾ ਨੇ ਕਿਹਾ ਕਿ ਮਾਨ ਸਰਕਾਰ ਦਾ ਫਰਾਡ ਲੋਕਾਂ ਸਾਹਮਣੇ ਆ ਗਿਆ ਹੈ। ਉਨ੍ਹਾਂ ਮੰਗ ਕੀਤੀ ਕਿ ਸਰਕਾਰ ਨਹਿਰੀ ਪਾਣੀ ਦੀ ਅਸਲ ਜਰੂਰਤ ਅਤੇ ਭਵਿੱਖ ਬਾਰੇ ਆਪਣਾ ਪੱਖ ਸਪੱਸ਼ਟ ਕਰੇ। [370, 1091, 574, 1169]
story-rihai [1171, 530, 1506, 984]
story-subheadline: ਪਰਿਵਾਰ ਨੇ ਲਗਾਇਆ ਕਤਲ ਦਾ ਦੋਸ਼ [770, 1841, 907, 1854]
column-divider [1168, 995, 1169, 1373]
story-body: ਸੰਗਰੂਰ 21 ਜੂਨ (ਦਰਸ਼ਨ ਸਿੰਘ ਮਾਲੜੀ) ਸ਼੍ਰੋਮਣੀ ਅਕਾਲੀ ਦਲ (ਅੰਮ੍ਰਿਤਸਰ) ਵੱਲੋਂ ਅੰਤਰਰਾਸ਼ਟਰੀ ਗੱਤਕਾ ਦਿਵਸ ਬੜੇ ਉਤਸ਼ਾਹ ਨਾਲ ਮਨਾਇਆ ਗਿਆ। ਇਸ ਮੌਕੇ ਬੱਚਿਆਂ ਵੱਲੋਂ ਗੱਤਕੇ ਦੇ ਜੌਹਰ ਦਿਖਾਏ ਗਏ ਅਤੇ ਪਾਰਟੀ ਆਗੂਆਂ ਨੇ ਨੌਜਵਾਨਾਂ ਨੂੰ ਸਿੱਖ ਮਾਰਸ਼ਲ ਆਰਟ ਨਾਲ ਜੁੜਨ ਦਾ ਸੱਦਾ ਦਿੱਤਾ। ਇਸ ਮੌਕੇ ਵੱਡੀ ਗਿਣਤੀ ਵਿੱਚ ਪਾਰਟੀ ਵਰਕਰ ਅਤੇ ਸੰਗਤਾਂ ਹਾਜ਼ਰ ਸਨ। [585, 1236, 1016, 1274]
photo-ghallughara-2 [1347, 1384, 1506, 1486]
story-body-continued: ਅੰਮ੍ਰਿਤਸਰ 21 ਜੂਨ (ਜਸਵਿੰਦਰ ਸਿੰਘ) ਤਖ਼ਤ ਸ੍ਰੀ ਦਮਦਮਾ ਸਾਹਿਬ ਦੇ ਜਥੇਦਾਰ ਗਿਆਨੀ ਹਰਪ੍ਰੀਤ ਸਿੰਘ ਨੇ ਕਿਹਾ ਕਿ ਸਰਕਾਰਾਂ ਸਜ਼ਾਵਾਂ ਪੂਰੀਆਂ ਕਰ ਚੁੱਕੇ ਬੰਦੀ ਸਿੰਘਾਂ ਨੂੰ ਰਿਹਾਅ ਕਰਨ ਦੀ ਬਜਾਏ ਹੋਰ ਸਿੰਘਾਂ ਨੂੰ ਜੇਲ੍ਹਾਂ ਵਿੱਚ ਬੰਦ ਕਰ ਰਹੀਆਂ ਹਨ। ਉਨ੍ਹਾਂ ਕਿਹਾ ਕਿ ਇਹ ਸਿੱਖ ਕੌਮ ਨਾਲ ਬੇਇਨਸਾਫ਼ੀ ਹੈ ਅਤੇ ਸਰਕਾਰ ਨੂੰ ਤੁਰੰਤ ਬੰਦੀ ਸਿੰਘਾਂ ਦੀ ਰਿਹਾਈ ਕਰਨੀ ਚਾਹੀਦੀ ਹੈ। [1336, 782, 1506, 873]
story-nahri [6, 995, 574, 1373]
